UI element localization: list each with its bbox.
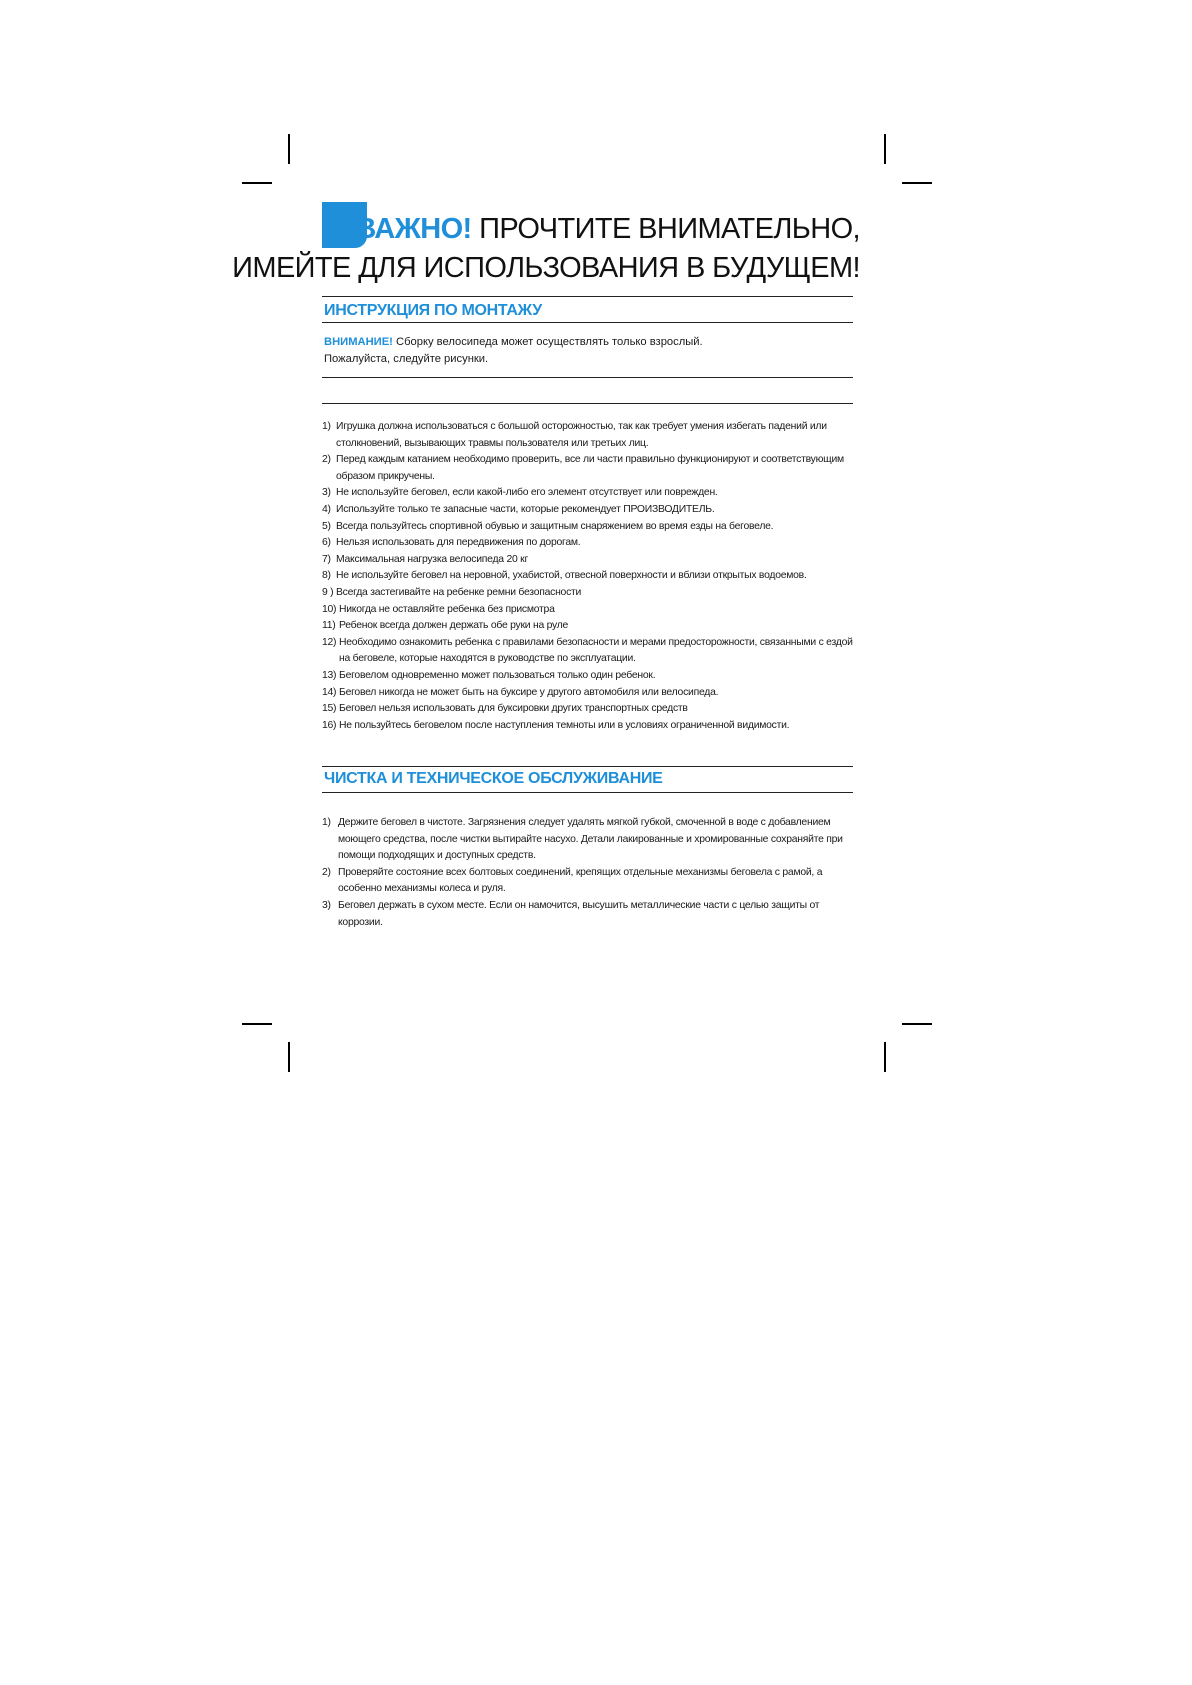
divider [322, 296, 853, 297]
item-number: 16) [322, 719, 337, 731]
warning-line [324, 334, 703, 351]
title-line-2: ИМЕЙТЕ ДЛЯ ИСПОЛЬЗОВАНИЯ В БУДУЩЕМ! [232, 252, 860, 284]
list-item [322, 815, 858, 865]
list-item [322, 568, 858, 585]
item-number: 3) [322, 899, 331, 911]
list-item [322, 452, 858, 485]
crop-mark [902, 1023, 932, 1025]
list-item [322, 865, 858, 898]
list-item [322, 519, 858, 536]
item-number: 14) [322, 686, 337, 698]
item-number: 13) [322, 669, 337, 681]
item-number: 3) [322, 487, 331, 499]
divider [322, 792, 853, 793]
list-item [322, 668, 858, 685]
warning-text: Сборку велосипеда может осуществлять только взрослый. [392, 336, 703, 348]
title-accent: ВАЖНО! [355, 213, 472, 245]
safety-list [322, 419, 858, 734]
follow-pictures-text: Пожалуйста, следуйте рисунки. [324, 353, 489, 365]
crop-mark [884, 134, 886, 164]
warning-label: ВНИМАНИЕ! [324, 336, 393, 348]
crop-mark [902, 182, 932, 184]
divider [322, 766, 853, 767]
item-number: 11) [322, 620, 336, 632]
item-number: 2) [322, 866, 331, 878]
item-number: 1) [322, 817, 331, 828]
item-text: Беговел нельзя использовать для буксировки других транспортных средств [339, 703, 688, 715]
item-number: 1) [322, 421, 331, 432]
item-text: Ребенок всегда должен держать обе руки на руле [339, 620, 569, 632]
list-item [322, 419, 858, 452]
item-text: Беговелом одновременно может пользоваться только один ребенок. [339, 669, 656, 681]
item-text: Не используйте беговел, если какой-либо его элемент отсутствует или поврежден. [336, 487, 718, 499]
item-text: Проверяйте состояние всех болтовых соединений, крепящих отдельные механизмы беговела с рамой, а особенно механизмы колеса и руля. [338, 866, 823, 895]
item-number: 15) [322, 703, 337, 715]
title-line-1 [232, 210, 860, 249]
list-item [322, 585, 858, 602]
list-item [322, 618, 858, 635]
item-text: Максимальная нагрузка велосипеда 20 кг [336, 553, 528, 565]
list-item [322, 602, 858, 619]
item-number: 4) [322, 503, 331, 515]
item-number: 5) [322, 520, 331, 532]
list-item [322, 635, 858, 668]
list-item [322, 718, 858, 735]
assembly-notice [324, 334, 703, 368]
crop-mark [288, 134, 290, 164]
page-title [232, 210, 860, 288]
list-item [322, 701, 858, 718]
item-text: Перед каждым катанием необходимо проверить, все ли части правильно функционируют и соответствующим образом прикручены. [336, 454, 844, 482]
maintenance-list [322, 815, 858, 931]
maintenance-heading: ЧИСТКА И ТЕХНИЧЕСКОЕ ОБСЛУЖИВАНИЕ [324, 770, 663, 787]
item-text: Необходимо ознакомить ребенка с правилами безопасности и мерами предосторожности, связанными с ездой на беговеле, которые находятся в руководстве по эксплуатации. [339, 636, 853, 665]
item-number: 7) [322, 553, 331, 565]
item-text: Всегда пользуйтесь спортивной обувью и защитным снаряжением во время езды на беговеле. [336, 520, 774, 532]
item-text: Игрушка должна использоваться с большой осторожностью, так как требует умения избегать падений или столкновений, вызывающих травмы пользователя или третьих лиц. [336, 421, 827, 449]
item-number: 9 ) [322, 586, 334, 598]
list-item [322, 502, 858, 519]
list-item [322, 685, 858, 702]
item-text: Беговел держать в сухом месте. Если он намочится, высушить металлические части с целью защиты от коррозии. [338, 899, 820, 928]
divider [322, 403, 853, 404]
divider [322, 377, 853, 378]
list-item [322, 552, 858, 569]
item-text: Не пользуйтесь беговелом после наступления темноты или в условиях ограниченной видимости. [339, 719, 790, 731]
title-line-1-rest: ПРОЧТИТЕ ВНИМАТЕЛЬНО, [471, 213, 860, 245]
item-text: Никогда не оставляйте ребенка без присмотра [339, 603, 555, 615]
assembly-heading: ИНСТРУКЦИЯ ПО МОНТАЖУ [324, 302, 542, 319]
list-item [322, 535, 858, 552]
item-number: 12) [322, 636, 337, 648]
crop-mark [884, 1042, 886, 1072]
list-item [322, 485, 858, 502]
item-number: 6) [322, 537, 331, 549]
crop-mark [242, 1023, 272, 1025]
item-number: 10) [322, 603, 337, 615]
item-text: Беговел никогда не может быть на буксире у другого автомобиля или велосипеда. [339, 686, 719, 698]
divider [322, 322, 853, 323]
list-item [322, 898, 858, 931]
item-text: Всегда застегивайте на ребенке ремни безопасности [336, 586, 582, 598]
item-text: Используйте только те запасные части, которые рекомендует ПРОИЗВОДИТЕЛЬ. [336, 503, 715, 515]
item-text: Держите беговел в чистоте. Загрязнения следует удалять мягкой губкой, смоченной в воде с добавлением моющего средства, после чистки вытирайте насухо. Детали лакированные и хромированные сохраняйте при помощи подходящих и доступных средств. [338, 817, 843, 862]
item-text: Не используйте беговел на неровной, ухабистой, отвесной поверхности и вблизи открытых водоемов. [336, 570, 807, 582]
item-number: 8) [322, 570, 331, 582]
item-number: 2) [322, 454, 331, 466]
item-text: Нельзя использовать для передвижения по дорогам. [336, 537, 581, 549]
crop-mark [242, 182, 272, 184]
crop-mark [288, 1042, 290, 1072]
